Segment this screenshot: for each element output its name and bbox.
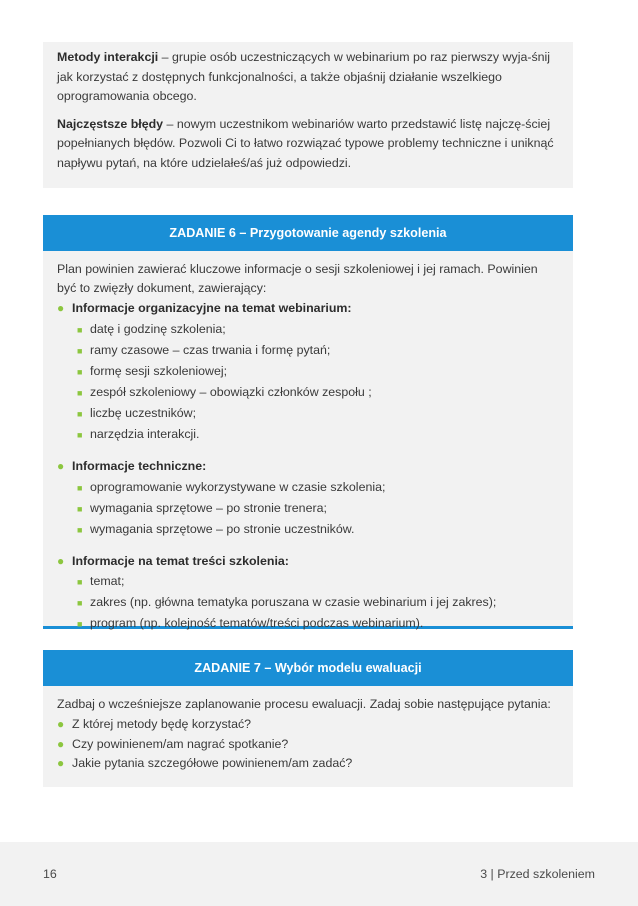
group-title: Informacje na temat treści szkolenia: — [72, 553, 289, 568]
task6-header-title: – Przygotowanie agendy szkolenia — [235, 226, 447, 240]
task6-header — [43, 215, 573, 251]
bullet-icon: ● — [57, 717, 65, 732]
list-item: ■ datę i godzinę szkolenia; — [77, 319, 559, 340]
list-item: ■ zakres (np. główna tematyka poruszana w czasie webinarium i jej zakres); — [77, 592, 559, 613]
task6-header-prefix: ZADANIE — [169, 226, 229, 240]
intro-box — [43, 42, 573, 188]
list-item: ■ narzędzia interakcji. — [77, 424, 559, 445]
question-item: ● Jakie pytania szczegółowe powinienem/am zadać? — [57, 754, 559, 774]
list-item: ■ ramy czasowe – czas trwania i formę pytań; — [77, 340, 559, 361]
task6-content — [43, 251, 573, 634]
bullet-icon: ● — [57, 553, 65, 568]
square-bullet-icon: ■ — [77, 367, 83, 377]
square-bullet-icon: ■ — [77, 409, 83, 419]
list-item: ■ wymagania sprzętowe – po stronie trenera; — [77, 498, 559, 519]
group-title: Informacje techniczne: — [72, 459, 207, 473]
task7-box — [43, 650, 573, 787]
task6-box — [43, 215, 573, 629]
page-footer — [0, 842, 638, 906]
question-item: ● Czy powinienem/am nagrać spotkanie? — [57, 735, 559, 755]
agenda-group-technical — [57, 457, 559, 540]
list-item: ■ wymagania sprzętowe – po stronie uczestników. — [77, 519, 559, 540]
list-item: ■ liczbę uczestników; — [77, 403, 559, 424]
common-errors-paragraph — [57, 115, 559, 174]
bullet-icon: ● — [57, 459, 65, 473]
list-item: ■ temat; — [77, 571, 559, 592]
interaction-methods-paragraph — [57, 48, 559, 107]
square-bullet-icon: ■ — [77, 503, 83, 514]
square-bullet-icon: ■ — [77, 430, 83, 440]
task6-intro: Plan powinien zawierać kluczowe informacje o sesji szkoleniowej i jej ramach. Powinien być to zwięzły dokument, zawierający: — [57, 262, 538, 296]
square-bullet-icon: ■ — [77, 482, 83, 493]
square-bullet-icon: ■ — [77, 346, 83, 356]
task7-content — [43, 686, 573, 774]
common-errors-term: Najczęstsze błędy — [57, 116, 164, 131]
task7-header-title: – Wybór modelu ewaluacji — [260, 661, 422, 675]
group-title: Informacje organizacyjne na temat webinarium: — [72, 301, 352, 316]
interaction-methods-text: – grupie osób uczestniczących w webinarium po raz pierwszy wyja-śnij jak korzystać z dostępnych funkcjonalności, a także objaśnij działanie wszelkiego oprogramowania obcego. — [57, 50, 551, 103]
square-bullet-icon: ■ — [77, 598, 83, 609]
square-bullet-icon: ■ — [77, 577, 83, 588]
sub-list — [57, 477, 559, 540]
agenda-group-content — [57, 552, 559, 635]
chapter-label: 3 | Przed szkoleniem — [480, 867, 595, 881]
bullet-icon: ● — [57, 301, 65, 316]
page-number: 16 — [43, 867, 57, 881]
list-item: ■ oprogramowanie wykorzystywane w czasie szkolenia; — [77, 477, 559, 498]
bullet-icon: ● — [57, 756, 65, 771]
square-bullet-icon: ■ — [77, 524, 83, 535]
list-item: ■ program (np. kolejność tematów/treści podczas webinarium). — [77, 613, 559, 634]
bullet-icon: ● — [57, 736, 65, 751]
list-item: ■ formę sesji szkoleniowej; — [77, 361, 559, 382]
task7-header-number: 7 — [253, 661, 261, 675]
list-item: ■ zespół szkoleniowy – obowiązki członków zespołu ; — [77, 382, 559, 403]
sub-list — [57, 571, 559, 634]
task7-header — [43, 650, 573, 686]
common-errors-text: – nowym uczestnikom webinariów warto przedstawić listę najczę-ściej popełnianych błędów. Pozwoli Ci to łatwo rozwiązać typowe problemy techniczne i uniknąć napływu pytań, na które udzielałeś/aś już odpowiedzi. — [57, 116, 554, 170]
sub-list — [57, 319, 559, 445]
agenda-group-organizational — [57, 299, 559, 445]
interaction-methods-term: Metody interakcji — [57, 50, 159, 64]
question-item: ● Z której metody będę korzystać? — [57, 715, 559, 735]
square-bullet-icon: ■ — [77, 619, 83, 630]
square-bullet-icon: ■ — [77, 388, 83, 398]
task6-header-number: 6 — [228, 226, 236, 240]
square-bullet-icon: ■ — [77, 325, 83, 335]
task7-intro: Zadbaj o wcześniejsze zaplanowanie procesu ewaluacji. Zadaj sobie następujące pytania: — [57, 697, 551, 711]
task7-header-prefix: ZADANIE — [194, 661, 254, 675]
